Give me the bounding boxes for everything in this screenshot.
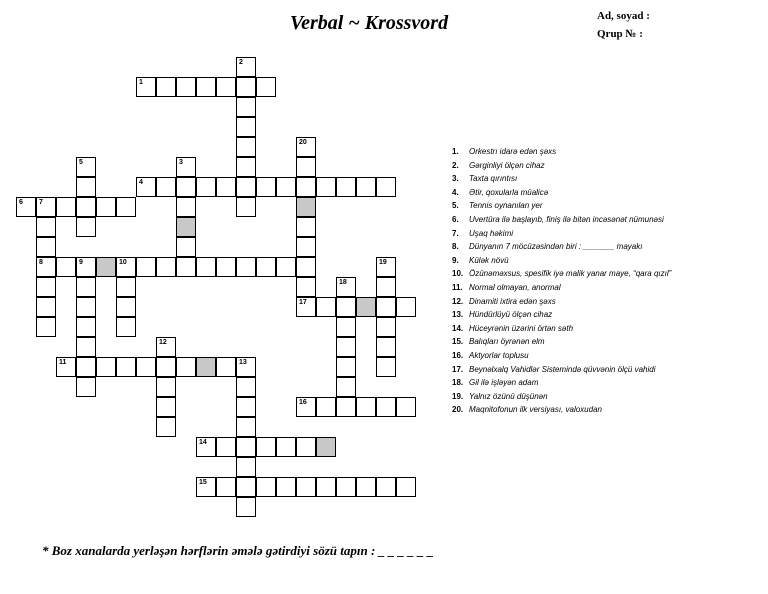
crossword-cell[interactable] bbox=[256, 257, 276, 277]
crossword-cell[interactable] bbox=[216, 177, 236, 197]
crossword-cell[interactable] bbox=[216, 257, 236, 277]
crossword-cell[interactable] bbox=[336, 337, 356, 357]
crossword-cell[interactable] bbox=[236, 437, 256, 457]
crossword-cell[interactable] bbox=[376, 277, 396, 297]
crossword-cell[interactable] bbox=[236, 77, 256, 97]
clue-number: 8 bbox=[39, 259, 43, 266]
crossword-cell[interactable] bbox=[276, 437, 296, 457]
clue-item-text: Hüceyrənin üzərini örtən səth bbox=[469, 323, 574, 333]
crossword-cell[interactable] bbox=[316, 397, 336, 417]
clue-number: 3 bbox=[179, 159, 183, 166]
crossword-cell[interactable] bbox=[296, 217, 316, 237]
clue-number: 20 bbox=[299, 139, 307, 146]
crossword-cell[interactable] bbox=[216, 357, 236, 377]
clue-number: 14 bbox=[199, 439, 207, 446]
crossword-cell[interactable] bbox=[116, 257, 136, 277]
clue-item-number: 4. bbox=[452, 187, 459, 197]
crossword-cell[interactable] bbox=[396, 397, 416, 417]
clue-item-text: Normal olmayan, anormal bbox=[469, 282, 561, 292]
clue-item bbox=[452, 335, 671, 349]
clue-number: 17 bbox=[299, 299, 307, 306]
clue-item-number: 19. bbox=[452, 391, 464, 401]
crossword-cell[interactable] bbox=[176, 357, 196, 377]
clue-item-text: Beynəlxalq Vahidlər Sistemində qüvvənin ölçü vahidi bbox=[469, 364, 656, 374]
clue-item-number: 3. bbox=[452, 174, 459, 184]
crossword-cell[interactable] bbox=[296, 477, 316, 497]
crossword-cell[interactable] bbox=[376, 257, 396, 277]
clue-item-text: Dinamiti ixtira edən şəxs bbox=[469, 296, 556, 306]
group-label: Qrup № : bbox=[597, 28, 643, 40]
crossword-cell[interactable] bbox=[296, 177, 316, 197]
crossword-cell[interactable] bbox=[196, 437, 216, 457]
crossword-cell[interactable] bbox=[216, 437, 236, 457]
crossword-cell[interactable] bbox=[116, 297, 136, 317]
clue-item-text: Balıqları öyrənən elm bbox=[469, 337, 545, 347]
crossword-cell[interactable] bbox=[176, 77, 196, 97]
clue-item-text: Tennis oynanılan yer bbox=[469, 201, 543, 211]
clue-item-number: 2. bbox=[452, 160, 459, 170]
clue-item-text: Külək növü bbox=[469, 255, 509, 265]
crossword-cell[interactable] bbox=[76, 317, 96, 337]
clue-number: 5 bbox=[79, 159, 83, 166]
clue-item-number: 20. bbox=[452, 405, 464, 415]
crossword-cell[interactable] bbox=[296, 277, 316, 297]
crossword-cell[interactable] bbox=[76, 157, 96, 177]
crossword-cell[interactable] bbox=[336, 297, 356, 317]
crossword-cell[interactable] bbox=[56, 357, 76, 377]
clue-number: 1 bbox=[139, 79, 143, 86]
clue-number: 2 bbox=[239, 59, 243, 66]
clue-item bbox=[452, 322, 671, 336]
crossword-cell[interactable] bbox=[316, 297, 336, 317]
clue-item-number: 5. bbox=[452, 201, 459, 211]
crossword-cell[interactable] bbox=[116, 317, 136, 337]
clue-item-number: 10. bbox=[452, 269, 464, 279]
page-title: Verbal ~ Krossvord bbox=[290, 12, 449, 34]
clue-number: 18 bbox=[339, 279, 347, 286]
crossword-cell[interactable] bbox=[296, 257, 316, 277]
clue-item-text: Aktyorlar toplusu bbox=[469, 350, 529, 360]
crossword-cell[interactable] bbox=[136, 77, 156, 97]
crossword-cell[interactable] bbox=[296, 237, 316, 257]
crossword-cell[interactable] bbox=[76, 257, 96, 277]
crossword-cell[interactable] bbox=[236, 137, 256, 157]
crossword-cell[interactable] bbox=[96, 357, 116, 377]
clue-list bbox=[452, 145, 671, 417]
clue-number: 4 bbox=[139, 179, 143, 186]
crossword-cell[interactable] bbox=[376, 177, 396, 197]
crossword-cell[interactable] bbox=[236, 357, 256, 377]
clue-item bbox=[452, 295, 671, 309]
crossword-cell[interactable] bbox=[196, 477, 216, 497]
crossword-cell-shaded[interactable] bbox=[296, 197, 316, 217]
crossword-cell[interactable] bbox=[116, 197, 136, 217]
crossword-cell[interactable] bbox=[36, 297, 56, 317]
clue-item-number: 14. bbox=[452, 323, 464, 333]
clue-item-text: Gərginliyi ölçən cihaz bbox=[469, 160, 545, 170]
crossword-cell[interactable] bbox=[156, 177, 176, 197]
crossword-cell-shaded[interactable] bbox=[316, 437, 336, 457]
clue-item-text: Özünəməxsus, spesifik iyə malik yanar maye, “qara qızıl” bbox=[469, 269, 672, 279]
clue-number: 9 bbox=[79, 259, 83, 266]
crossword-cell[interactable] bbox=[236, 477, 256, 497]
crossword-cell[interactable] bbox=[156, 417, 176, 437]
crossword-cell[interactable] bbox=[36, 217, 56, 237]
crossword-cell[interactable] bbox=[296, 157, 316, 177]
crossword-cell[interactable] bbox=[76, 277, 96, 297]
crossword-cell[interactable] bbox=[136, 257, 156, 277]
clue-item-number: 17. bbox=[452, 364, 464, 374]
crossword-cell[interactable] bbox=[156, 397, 176, 417]
crossword-cell[interactable] bbox=[76, 337, 96, 357]
footer-instruction: * Boz xanalarda yerləşən hərflərin əmələ gətirdiyi sözü tapın : _ _ _ _ _ _ bbox=[42, 543, 434, 558]
crossword-cell[interactable] bbox=[236, 197, 256, 217]
crossword-cell[interactable] bbox=[396, 297, 416, 317]
clue-item-text: Maqnitofonun ilk versiyası, valoxudan bbox=[469, 405, 602, 415]
clue-item bbox=[452, 145, 671, 159]
crossword-cell[interactable] bbox=[36, 197, 56, 217]
crossword-cell[interactable] bbox=[36, 277, 56, 297]
crossword-cell-shaded[interactable] bbox=[176, 217, 196, 237]
crossword-cell[interactable] bbox=[136, 177, 156, 197]
crossword-cell[interactable] bbox=[236, 377, 256, 397]
clue-item-number: 9. bbox=[452, 255, 459, 265]
crossword-cell[interactable] bbox=[376, 297, 396, 317]
clue-number: 7 bbox=[39, 199, 43, 206]
clue-item-text: Gil ilə işləyən adam bbox=[469, 378, 539, 388]
crossword-cell[interactable] bbox=[136, 357, 156, 377]
crossword-cell-shaded[interactable] bbox=[356, 297, 376, 317]
crossword-cell[interactable] bbox=[276, 477, 296, 497]
crossword-cell[interactable] bbox=[216, 77, 236, 97]
crossword-cell[interactable] bbox=[116, 357, 136, 377]
crossword-cell[interactable] bbox=[296, 297, 316, 317]
clue-item bbox=[452, 186, 671, 200]
crossword-cell[interactable] bbox=[376, 477, 396, 497]
crossword-cell[interactable] bbox=[296, 137, 316, 157]
clue-item bbox=[452, 281, 671, 295]
clue-item-number: 11. bbox=[452, 282, 463, 292]
crossword-cell[interactable] bbox=[96, 197, 116, 217]
crossword-cell[interactable] bbox=[56, 257, 76, 277]
name-label: Ad, soyad : bbox=[597, 10, 650, 22]
clue-item bbox=[452, 172, 671, 186]
crossword-cell[interactable] bbox=[196, 177, 216, 197]
clue-item bbox=[452, 199, 671, 213]
crossword-cell[interactable] bbox=[36, 237, 56, 257]
crossword-cell[interactable] bbox=[56, 197, 76, 217]
clue-item-text: Ətir, qoxularla müalicə bbox=[469, 187, 549, 197]
crossword-cell[interactable] bbox=[36, 317, 56, 337]
clue-number: 13 bbox=[239, 359, 247, 366]
crossword-cell[interactable] bbox=[376, 397, 396, 417]
clue-item-number: 15. bbox=[452, 337, 464, 347]
clue-item bbox=[452, 390, 671, 404]
crossword-cell[interactable] bbox=[176, 157, 196, 177]
crossword-cell[interactable] bbox=[156, 77, 176, 97]
crossword-cell[interactable] bbox=[76, 177, 96, 197]
clue-number: 19 bbox=[379, 259, 387, 266]
crossword-cell[interactable] bbox=[36, 257, 56, 277]
crossword-cell[interactable] bbox=[196, 257, 216, 277]
clue-number: 15 bbox=[199, 479, 207, 486]
crossword-cell[interactable] bbox=[176, 197, 196, 217]
clue-item-text: Hündürlüyü ölçən cihaz bbox=[469, 310, 553, 320]
clue-item-text: Uşaq həkimi bbox=[469, 228, 514, 238]
clue-item-number: 16. bbox=[452, 350, 464, 360]
crossword-cell[interactable] bbox=[156, 257, 176, 277]
crossword-cell[interactable] bbox=[156, 377, 176, 397]
crossword-cell[interactable] bbox=[336, 317, 356, 337]
clue-item-number: 13. bbox=[452, 310, 464, 320]
crossword-cell[interactable] bbox=[316, 177, 336, 197]
crossword-cell[interactable] bbox=[336, 397, 356, 417]
crossword-cell[interactable] bbox=[296, 437, 316, 457]
crossword-cell[interactable] bbox=[76, 357, 96, 377]
crossword-cell[interactable] bbox=[376, 337, 396, 357]
clue-item-number: 8. bbox=[452, 242, 459, 252]
clue-item bbox=[452, 240, 671, 254]
clue-item bbox=[452, 376, 671, 390]
crossword-cell[interactable] bbox=[336, 177, 356, 197]
clue-number: 16 bbox=[299, 399, 307, 406]
clue-item-text: Taxta qırıntısı bbox=[469, 174, 518, 184]
crossword-cell[interactable] bbox=[236, 157, 256, 177]
crossword-cell[interactable] bbox=[276, 257, 296, 277]
crossword-cell[interactable] bbox=[296, 397, 316, 417]
crossword-cell[interactable] bbox=[156, 337, 176, 357]
crossword-cell[interactable] bbox=[76, 217, 96, 237]
crossword-cell-shaded[interactable] bbox=[196, 357, 216, 377]
crossword-cell[interactable] bbox=[236, 257, 256, 277]
clue-item bbox=[452, 254, 671, 268]
crossword-cell[interactable] bbox=[336, 357, 356, 377]
crossword-cell[interactable] bbox=[316, 477, 336, 497]
crossword-cell[interactable] bbox=[236, 397, 256, 417]
crossword-cell[interactable] bbox=[236, 97, 256, 117]
clue-item-text: Yalnız özünü düşünən bbox=[469, 391, 548, 401]
crossword-cell[interactable] bbox=[336, 477, 356, 497]
crossword-cell[interactable] bbox=[236, 497, 256, 517]
clue-item bbox=[452, 159, 671, 173]
crossword-cell[interactable] bbox=[216, 477, 236, 497]
clue-item-number: 12. bbox=[452, 296, 464, 306]
crossword-cell[interactable] bbox=[356, 477, 376, 497]
crossword-cell[interactable] bbox=[336, 277, 356, 297]
clue-item bbox=[452, 267, 671, 281]
crossword-cell[interactable] bbox=[116, 277, 136, 297]
clue-number: 6 bbox=[19, 199, 23, 206]
crossword-cell[interactable] bbox=[256, 477, 276, 497]
crossword-cell[interactable] bbox=[236, 177, 256, 197]
crossword-cell[interactable] bbox=[76, 197, 96, 217]
clue-item bbox=[452, 403, 671, 417]
clue-item-text: Dünyanın 7 möcüzəsindən biri : _______ mayakı bbox=[469, 242, 643, 252]
clue-item bbox=[452, 308, 671, 322]
clue-item-number: 7. bbox=[452, 228, 459, 238]
crossword-cell[interactable] bbox=[256, 77, 276, 97]
crossword-cell[interactable] bbox=[236, 117, 256, 137]
clue-item bbox=[452, 213, 671, 227]
clue-item-number: 6. bbox=[452, 214, 459, 224]
clue-item-text: Uvertüra ilə başlayıb, finiş ilə bitən incəsənət nümunəsi bbox=[469, 214, 664, 224]
crossword-cell[interactable] bbox=[156, 357, 176, 377]
crossword-cell[interactable] bbox=[176, 177, 196, 197]
crossword-cell[interactable] bbox=[336, 377, 356, 397]
crossword-cell[interactable] bbox=[196, 77, 216, 97]
clue-item bbox=[452, 349, 671, 363]
crossword-cell[interactable] bbox=[396, 477, 416, 497]
crossword-cell[interactable] bbox=[356, 397, 376, 417]
clue-number: 10 bbox=[119, 259, 127, 266]
crossword-cell[interactable] bbox=[176, 237, 196, 257]
crossword-cell[interactable] bbox=[236, 417, 256, 437]
clue-item-number: 18. bbox=[452, 378, 464, 388]
crossword-cell[interactable] bbox=[236, 457, 256, 477]
crossword-cell[interactable] bbox=[376, 317, 396, 337]
crossword-cell[interactable] bbox=[356, 177, 376, 197]
clue-item-number: 1. bbox=[452, 147, 459, 156]
crossword-cell[interactable] bbox=[76, 297, 96, 317]
crossword-cell[interactable] bbox=[16, 197, 36, 217]
crossword-cell-shaded[interactable] bbox=[96, 257, 116, 277]
crossword-cell[interactable] bbox=[376, 357, 396, 377]
clue-number: 11 bbox=[59, 359, 67, 366]
crossword-cell[interactable] bbox=[176, 257, 196, 277]
crossword-cell[interactable] bbox=[76, 377, 96, 397]
crossword-cell[interactable] bbox=[256, 437, 276, 457]
clue-item bbox=[452, 363, 671, 377]
clue-item-text: Orkestrı idarə edən şəxs bbox=[469, 147, 557, 156]
crossword-cell[interactable] bbox=[276, 177, 296, 197]
clue-number: 12 bbox=[159, 339, 167, 346]
crossword-cell[interactable] bbox=[236, 57, 256, 77]
clue-item bbox=[452, 227, 671, 241]
crossword-cell[interactable] bbox=[256, 177, 276, 197]
